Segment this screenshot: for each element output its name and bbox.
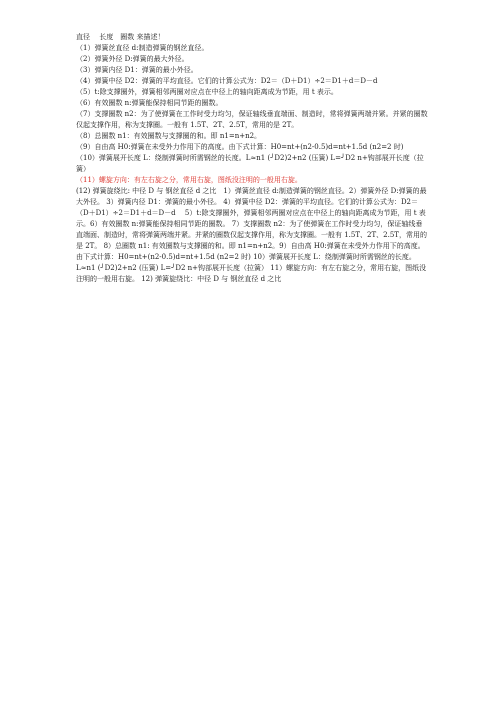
item-unfolded-length: （10）弹簧展开长度 L：绕制弹簧时所需钢丝的长度。L≈n1 (╯D2)2+n2 (压簧) L=╯D2 n+钩部展开长度（拉簧） [76,154,424,173]
item-support-coils: （7）支撑圈数 n2：为了使弹簧在工作时受力均匀，保证轴线垂直端面、制造时，常将弹簧两端并紧。并紧的圈数仅起支撑作用，称为支撑圈。一般有 1.5T、2T、2.5T，常用的是 2T。 [76,110,428,129]
item-active-coils: （6）有效圈数 n:弹簧能保持相同节距的圈数。 [76,99,223,107]
item-pitch: （5）t:除支撑圈外，弹簧相邻两圈对应点在中径上的轴向距离成为节距，用 t 表示。 [76,88,338,96]
document-heading: 直径 长度 圈数 来描述！ [76,33,165,41]
item-total-coils: （8）总圈数 n1：有效圈数与支撑圈的和。即 n1=n+n2。 [76,132,262,140]
item-summary-paragraph: (12) 弹簧旋绕比: 中径 D 与 钢丝直径 d 之比 1）弹簧丝直径 d:制造弹簧的钢丝直径。2）弹簧外径 D:弹簧的最大外径。 3）弹簧内径 D1：弹簧的最小外径。 4）弹簧中径 D2：弹簧的平均直径。它们的计算公式为：D2＝（D＋D1）÷2＝D1＋d＝D－d 5）t:除支撑圈外，弹簧相邻两圈对应点在中径上的轴向距离成为节距，用 t 表示。6）有效圈数 n:弹簧能保持相同节距的圈数。 7）支撑圈数 n2：为了使弹簧在工作时受力均匀，保证轴线垂直端面、制造时，常将弹簧两端并紧。并紧的圈数仅起支撑作用，称为支撑圈。一般有 1.5T、2T、2.5T，常用的是 2T。 8）总圈数 n1: 有效圈数与支撑圈的和。即 n1=n+n2。9）自由高 H0:弹簧在未受外力作用下的高度。由下式计算：H0=nt+(n2-0.5)d=nt+1.5d (n2=2 时) 10）弹簧展开长度 L：绕制弹簧时所需钢丝的长度。L≈n1 (╯D2)2+n2 (压簧) L=╯D2 n+钩部展开长度（拉簧） 11）螺旋方向：有左右旋之分，常用右旋，图纸没注明的一般用右旋。 12) 弹簧旋绕比：中径 D 与 钢丝直径 d 之比 [76,187,427,283]
item-helix-direction: （11）螺旋方向：有左右旋之分，常用右旋，图纸没注明的一般用右旋。 [76,176,302,184]
item-free-height: （9）自由高 H0:弹簧在未受外力作用下的高度。由下式计算：H0=nt+(n2-0.5)d=nt+1.5d (n2=2 时) [76,143,404,151]
item-mean-diameter: （4）弹簧中径 D2：弹簧的平均直径。它们的计算公式为：D2＝（D＋D1）÷2＝D1＋d＝D－d [76,77,378,85]
item-wire-diameter: （1）弹簧丝直径 d:制造弹簧的钢丝直径。 [76,44,209,52]
item-outer-diameter: （2）弹簧外径 D:弹簧的最大外径。 [76,55,189,63]
item-inner-diameter: （3）弹簧内径 D1：弹簧的最小外径。 [76,66,198,74]
document-body [76,32,428,285]
